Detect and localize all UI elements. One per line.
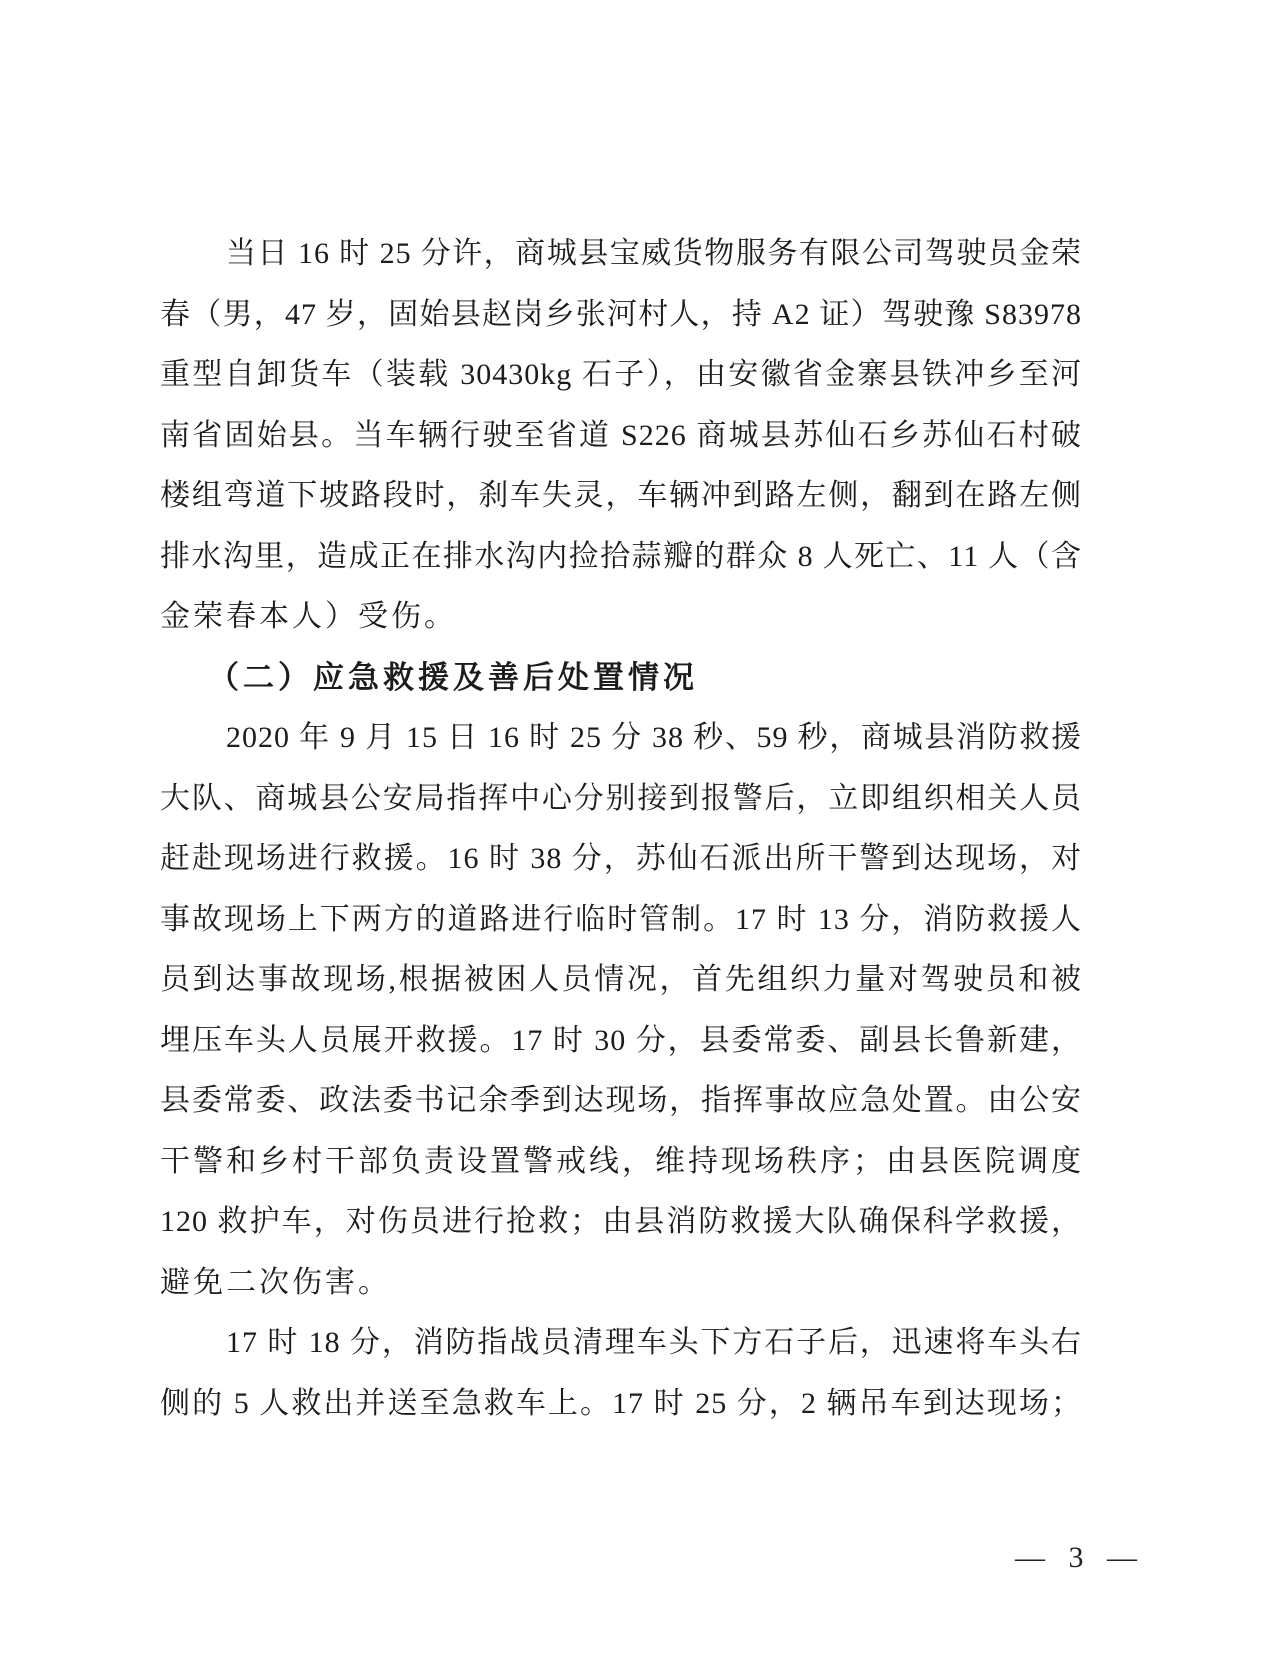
paragraph-1-line-2: 春（男，47 岁，固始县赵岗乡张河村人，持 A2 证）驾驶豫 S83978 [160,297,1082,331]
paragraph-1-line-1: 当日 16 时 25 分许，商城县宝威货物服务有限公司驾驶员金荣 [226,237,1082,270]
section-heading: （二）应急救援及善后处置情况 [208,659,698,695]
paragraph-1-line-6: 排水沟里，造成正在排水沟内捡拾蒜瓣的群众 8 人死亡、11 人（含 [160,539,1082,573]
paragraph-2-line-5: 员到达事故现场,根据被困人员情况，首先组织力量对驾驶员和被 [160,963,1082,996]
paragraph-2-line-7: 县委常委、政法委书记余季到达现场，指挥事故应急处置。由公安 [160,1084,1082,1117]
paragraph-2-line-4: 事故现场上下两方的道路进行临时管制。17 时 13 分，消防救援人 [160,902,1082,936]
paragraph-1-line-5: 楼组弯道下坡路段时，刹车失灵，车辆冲到路左侧，翻到在路左侧 [160,479,1082,512]
paragraph-2-line-2: 大队、商城县公安局指挥中心分别接到报警后，立即组织相关人员 [160,781,1082,815]
paragraph-2-line-10: 避免二次伤害。 [160,1265,391,1299]
paragraph-3-line-1: 17 时 18 分，消防指战员清理车头下方石子后，迅速将车头右 [226,1326,1082,1359]
page-number: — 3 — [1015,1541,1145,1574]
paragraph-2-line-1: 2020 年 9 月 15 日 16 时 25 分 38 秒、59 秒，商城县消防救援 [226,721,1082,754]
paragraph-1-line-4: 南省固始县。当车辆行驶至省道 S226 商城县苏仙石乡苏仙石村破 [160,418,1082,452]
paragraph-2-line-6: 埋压车头人员展开救援。17 时 30 分，县委常委、副县长鲁新建， [160,1023,1082,1057]
paragraph-1-line-3: 重型自卸货车（装载 30430kg 石子），由安徽省金寨县铁冲乡至河 [160,358,1082,391]
paragraph-2-line-8: 干警和乡村干部负责设置警戒线，维持现场秩序；由县医院调度 [160,1144,1082,1178]
paragraph-3-line-2: 侧的 5 人救出并送至急救车上。17 时 25 分，2 辆吊车到达现场； [160,1386,1082,1420]
paragraph-2-line-3: 赶赴现场进行救援。16 时 38 分，苏仙石派出所干警到达现场，对 [160,842,1082,875]
paragraph-1-line-7: 金荣春本人）受伤。 [160,600,457,633]
paragraph-2-line-9: 120 救护车，对伤员进行抢救；由县消防救援大队确保科学救援， [160,1205,1082,1238]
document-body [160,224,1082,1434]
